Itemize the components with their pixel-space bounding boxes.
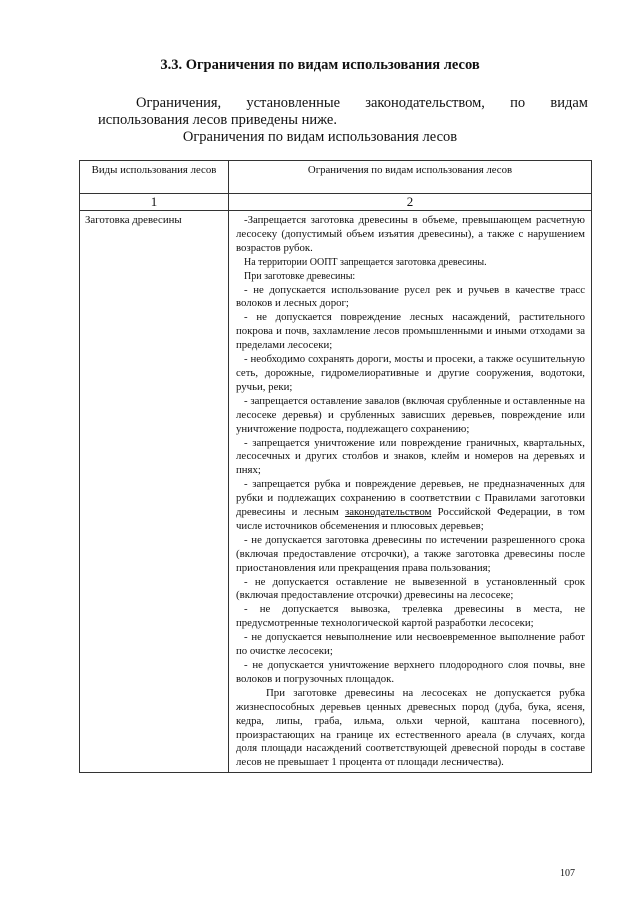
- restriction-paragraph: - не допускается невыполнение или несвоевременное выполнение работ по очистке лесосеки;: [236, 631, 585, 658]
- restriction-paragraph: При заготовке древесины на лесосеках не допускается рубка жизнеспособных деревьев ценных древесных пород (дуба, бука, ясеня, кедра, липы, граба, ильма, ольхи черной, каштана посевного), произрастающих на границе их естественного ареала (в случаях, когда доля площади насаждений соответствующей древесной породы в составе лесов не превышает 1 процента от площади лесничества).: [236, 686, 585, 769]
- intro-word: видам: [550, 95, 588, 111]
- intro-paragraph: [98, 95, 588, 129]
- column-number-1: 1: [80, 194, 229, 211]
- table-row: [80, 211, 592, 773]
- intro-word: установленные: [246, 95, 341, 111]
- restriction-paragraph: При заготовке древесины:: [244, 270, 356, 282]
- intro-word: законодательством,: [365, 95, 485, 111]
- restrictions-cell: [229, 211, 592, 773]
- intro-line-2: использования лесов приведены ниже.: [98, 112, 337, 128]
- restriction-paragraph: На территории ООПТ запрещается заготовка древесины.: [244, 256, 487, 268]
- restriction-paragraph: - не допускается уничтожение верхнего плодородного слоя почвы, вне волоков и погрузочных площадок.: [236, 659, 585, 685]
- restriction-paragraph: [236, 478, 585, 534]
- column-number-2: 2: [229, 194, 592, 211]
- restriction-paragraph: -Запрещается заготовка древесины в объеме, превышающем расчетную лесосеку (допустимый объем изъятия древесины), а также с нарушением возрастов рубок.: [236, 214, 585, 254]
- restriction-paragraph: - запрещается оставление завалов (включая срубленные и оставленные на лесосеке деревья) и срубленных зависших деревьев, повреждение или уничтожение подроста, подлежащего сохранению;: [236, 394, 585, 435]
- restriction-paragraph: - не допускается вывозка, трелевка древесины в места, не предусмотренные технологической картой разработки лесосеки;: [236, 603, 585, 630]
- use-type-cell: Заготовка древесины: [80, 211, 229, 773]
- restrictions-table: [79, 160, 592, 773]
- section-heading: 3.3. Ограничения по видам использования лесов: [160, 57, 480, 73]
- legislation-link[interactable]: законодательством: [345, 506, 432, 519]
- table-caption: Ограничения по видам использования лесов: [182, 129, 458, 145]
- intro-word: по: [510, 95, 526, 111]
- restriction-paragraph: - необходимо сохранять дороги, мосты и просеки, а также осушительную сеть, дорожные, гидромелиоративные и другие сооружения, водотоки, ручьи, реки;: [236, 353, 585, 393]
- restriction-paragraph: - не допускается оставление не вывезенной в установленный срок (включая предоставление отсрочки) древесины на лесосеке;: [236, 575, 585, 602]
- restriction-text: Российской Федерации, в том числе источников обсеменения и плюсовых деревьев;: [236, 506, 585, 532]
- restriction-text: - запрещается рубка и повреждение деревьев, не предназначенных для рубки и подлежащих сохранению в соответствии с Правилами заготовки древесины и лесным: [236, 478, 585, 519]
- page-number: 107: [560, 868, 575, 879]
- column-number-row: [80, 194, 592, 211]
- header-cell-restrictions: Ограничения по видам использования лесов: [229, 161, 592, 194]
- restriction-paragraph: - не допускается повреждение лесных насаждений, растительного покрова и почв, захламление лесов промышленными и иными отходами за пределами лесосеки;: [236, 311, 585, 352]
- intro-word: Ограничения,: [136, 95, 222, 111]
- restriction-paragraph: - не допускается использование русел рек и ручьев в качестве трасс волоков и лесных дорог;: [236, 283, 585, 310]
- table-header-row: [80, 161, 592, 194]
- restriction-paragraph: - не допускается заготовка древесины по истечении разрешенного срока (включая предоставление отсрочки), а также заготовка древесины после приостановления или прекращения права пользования;: [236, 533, 585, 574]
- intro-line-1: [98, 95, 588, 112]
- restriction-paragraph: - запрещается уничтожение или повреждение граничных, квартальных, лесосечных и других столбов и знаков, клейм и номеров на деревьях и пнях;: [236, 436, 585, 477]
- header-cell-use-type: Виды использования лесов: [80, 161, 229, 194]
